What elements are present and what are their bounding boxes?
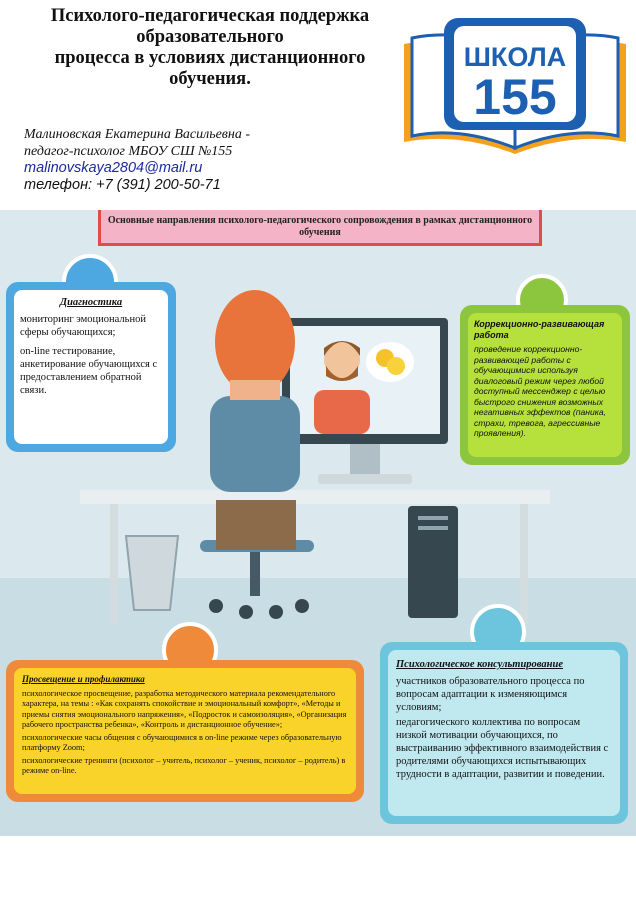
chair-wheel (239, 605, 253, 619)
author-email[interactable]: malinovskaya2804@mail.ru (24, 160, 203, 176)
student-neck (230, 380, 280, 400)
chair-stem (250, 552, 260, 596)
logo-word: ШКОЛА (463, 42, 567, 72)
title-line-3: процесса в условиях дистанционного (54, 48, 366, 68)
diagnostics-item: мониторинг эмоциональной сферы обучающихся; (20, 314, 146, 338)
tower-slot (418, 516, 448, 520)
section-banner: Основные направления психолого-педагогического сопровождения в рамках дистанционного обучения (98, 210, 542, 246)
teacher-shirt (314, 390, 370, 434)
chair-wheel (295, 599, 309, 613)
computer-tower (408, 506, 458, 618)
monitor-stand (350, 444, 380, 474)
prevention-item: психологическое просвещение, разработка методического материала рекомендательного характера, на темы : «Как сохранять спокойствие и эмоциональный комфорт», «Методы и приемы снятия эмоционального напряжения», «Подросток и самоизоляция», «Организация рабочего пространства ребенка», «Контроль и дистанционное обучение»; (22, 688, 347, 729)
smiley-icon-2 (387, 357, 405, 375)
title-line-2: образовательного (136, 27, 284, 47)
student-hair (215, 290, 295, 394)
document-title (20, 6, 400, 90)
card-consulting (380, 642, 628, 824)
desk-leg-right (520, 504, 528, 624)
chair-wheel (209, 599, 223, 613)
diagnostics-item: on-line тестирование, анкетирование обучающихся с предоставлением обратной связи. (20, 346, 158, 396)
logo-number: 155 (473, 69, 557, 125)
desk-top (80, 490, 550, 504)
card-diagnostics (6, 282, 176, 452)
prevention-item: психологические часы общения с обучающимися в on-line режиме через образовательную платформу Zoom; (22, 732, 342, 752)
prevention-item: психологические тренинги (психолог – учитель, психолог – ученик, психолог – родитель) в режиме on-line. (22, 755, 346, 775)
waste-bin (126, 536, 178, 610)
student-legs (216, 500, 296, 550)
chair-wheel (269, 605, 283, 619)
consulting-item: участников образовательного процесса по вопросам адаптации к изменяющимся условиям; (396, 676, 585, 713)
desk-leg-left (110, 504, 118, 624)
author-position: педагог-психолог МБОУ СШ №155 (24, 144, 233, 159)
card-prevention (6, 660, 364, 802)
tower-slot (418, 526, 448, 530)
title-line-4: обучения. (169, 69, 251, 89)
card-correction (460, 305, 630, 465)
author-phone: телефон: +7 (391) 200-50-71 (24, 177, 221, 193)
consulting-item: педагогического коллектива по вопросам низкой мотивации обучающихся, по выстраиванию эффективного взаимодействия с родителями обучающихся испытывающих трудности в адаптации, развитии и поведении. (396, 717, 609, 780)
title-line-1: Психолого-педагогическая поддержка (50, 6, 370, 26)
author-name: Малиновская Екатерина Васильевна - (24, 127, 250, 142)
correction-text: проведение коррекционно-развивающей работы с обучающимися используя диалоговый режим через любой доступный мессенджер с целью быстрого снижения возможных негативных эффектов (паника, страхи, тревога, агрессивные проявления). (474, 344, 607, 438)
card-consulting-title: Психологическое консультирование (396, 659, 564, 670)
school-logo (398, 4, 632, 160)
author-block (24, 126, 404, 194)
card-prevention-title: Просвещение и профилактика (22, 674, 145, 684)
student-body (210, 396, 300, 492)
monitor-base (318, 474, 412, 484)
card-correction-title: Коррекционно-развивающая работа (474, 319, 605, 340)
card-diagnostics-title: Диагностика (59, 297, 123, 308)
